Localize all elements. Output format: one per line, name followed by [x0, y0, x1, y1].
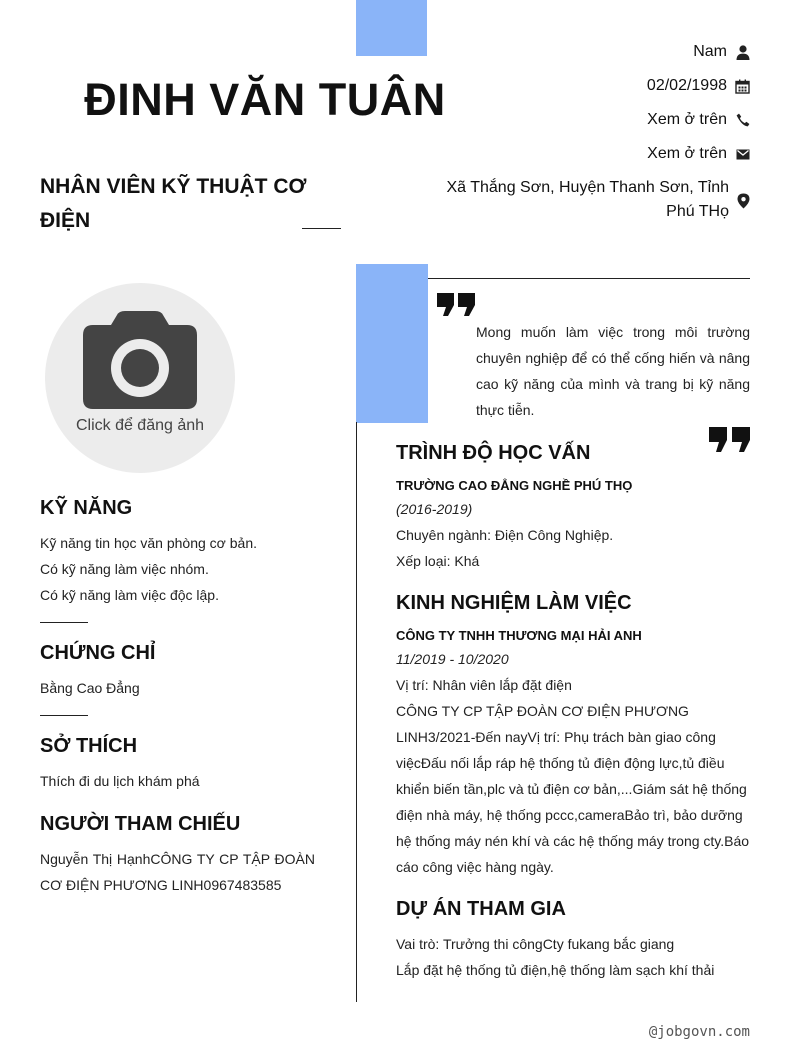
full-name: ĐINH VĂN TUÂN: [84, 74, 446, 125]
hobbies-heading: SỞ THÍCH: [40, 735, 138, 757]
contact-address: [430, 176, 750, 224]
contact-email: [647, 142, 750, 166]
objective-rule: [428, 278, 750, 279]
envelope-icon: [735, 147, 750, 162]
education-major: Chuyên ngành: Điện Công Nghiệp.: [396, 527, 614, 543]
accent-block-objective: [356, 264, 428, 423]
education-heading: TRÌNH ĐỘ HỌC VẤN: [396, 442, 591, 464]
person-icon: [735, 45, 750, 60]
contact-gender: [693, 40, 750, 64]
experience-description: CÔNG TY CP TẬP ĐOÀN CƠ ĐIỆN PHƯƠNG LINH3/2021-Đến nayVị trí: Phụ trách bàn giao công việcĐấu nối lắp ráp hệ thống tủ điện động lực,tủ điều khiển biến tần,plc và tủ điện cơ bản,...Giám sát hệ thống điện nhà máy, hệ thống pccc,cameraBảo trì, bảo dưỡng hệ thống máy nén khí và các hệ thống máy trong cty.Báo cáo công việc hàng ngày.: [396, 703, 750, 875]
project-role: Vai trò: Trưởng thi côngCty fukang bắc giang: [396, 936, 675, 952]
gender-text: Nam: [693, 43, 727, 60]
address-text: Xã Thắng Sơn, Huyện Thanh Sơn, Tỉnh Phú THọ: [446, 179, 729, 220]
avatar-caption[interactable]: Click để đăng ảnh: [75, 417, 205, 434]
skills-list: [40, 530, 257, 608]
phone-icon: [735, 113, 750, 128]
projects-heading: DỰ ÁN THAM GIA: [396, 898, 566, 920]
project-description: Lắp đặt hệ thống tủ điện,hệ thống làm sạch khí thải: [396, 962, 715, 978]
close-quote-icon: [709, 427, 750, 452]
calendar-icon: [735, 79, 750, 94]
email-text[interactable]: Xem ở trên: [647, 145, 727, 162]
skill-item: Kỹ năng tin học văn phòng cơ bản.: [40, 535, 257, 551]
skills-heading: KỸ NĂNG: [40, 497, 133, 519]
school-name: TRƯỜNG CAO ĐẲNG NGHỀ PHÚ THỌ: [396, 478, 633, 493]
experience-period: 11/2019 - 10/2020: [396, 651, 509, 667]
job-title: NHÂN VIÊN KỸ THUẬT CƠ ĐIỆN: [40, 175, 307, 232]
experience-heading: KINH NGHIỆM LÀM VIỆC: [396, 592, 632, 614]
objective-text: Mong muốn làm việc trong môi trường chuyên nghiệp để có thể cống hiến và nâng cao kỹ năng của mình và trang bị kỹ năng thực tiễn.: [476, 324, 750, 418]
education-grade: Xếp loại: Khá: [396, 553, 480, 569]
camera-icon: [83, 311, 197, 409]
title-underline: [302, 228, 341, 229]
references-text: Nguyễn Thị HạnhCÔNG TY CP TẬP ĐOÀN CƠ ĐIỆN PHƯƠNG LINH0967483585: [40, 851, 315, 893]
experience-details: [396, 646, 750, 880]
contact-birthday: [647, 74, 750, 98]
certificates-heading: CHỨNG CHỈ: [40, 642, 156, 664]
avatar-upload[interactable]: [45, 283, 235, 473]
section-divider: [40, 622, 88, 623]
company-name: CÔNG TY TNHH THƯƠNG MẠI HẢI ANH: [396, 628, 642, 643]
skill-item: Có kỹ năng làm việc độc lập.: [40, 587, 219, 603]
education-details: [396, 496, 613, 574]
phone-text[interactable]: Xem ở trên: [647, 111, 727, 128]
projects-details: [396, 931, 750, 983]
open-quote-icon: [437, 293, 475, 316]
footer-brand[interactable]: @jobgovn.com: [648, 1024, 750, 1040]
certificate-item: Bằng Cao Đẳng: [40, 680, 140, 696]
education-period: (2016-2019): [396, 501, 473, 517]
birthday-text: 02/02/1998: [646, 77, 727, 94]
section-divider: [40, 715, 88, 716]
accent-block-top: [356, 0, 427, 56]
references-heading: NGƯỜI THAM CHIẾU: [40, 813, 241, 835]
experience-position: Vị trí: Nhân viên lắp đặt điện: [396, 677, 572, 693]
map-pin-icon: [737, 193, 750, 208]
hobby-item: Thích đi du lịch khám phá: [40, 773, 200, 789]
skill-item: Có kỹ năng làm việc nhóm.: [40, 561, 209, 577]
column-divider: [356, 422, 357, 1002]
contact-phone: [647, 108, 750, 132]
